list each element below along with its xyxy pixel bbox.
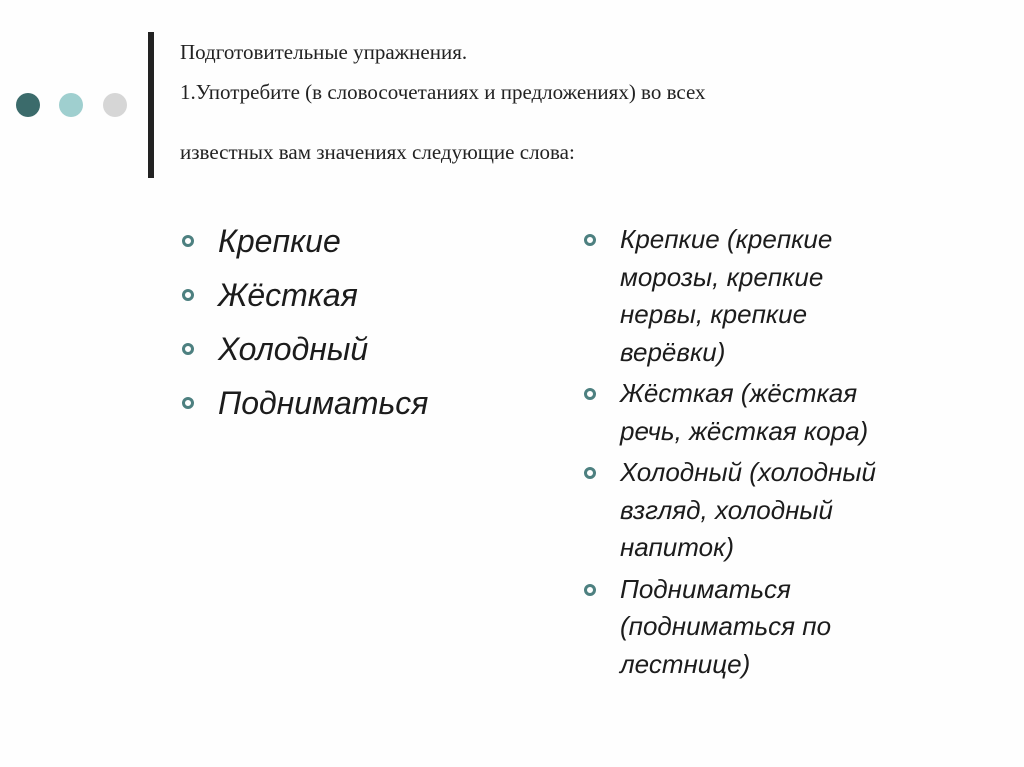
example-line: Жёсткая (жёсткая xyxy=(620,378,858,408)
example-line: нервы, крепкие xyxy=(620,299,808,329)
word-list xyxy=(182,220,428,436)
list-item xyxy=(584,571,964,684)
example-line: Подниматься xyxy=(620,573,791,604)
decorative-dot-light xyxy=(59,93,83,117)
word-text: Крепкие xyxy=(218,223,341,259)
bullet-icon xyxy=(182,343,194,355)
bullet-icon xyxy=(584,234,596,246)
example-line: напиток) xyxy=(620,532,735,562)
bullet-icon xyxy=(584,388,596,400)
word-text: Подниматься xyxy=(218,385,429,421)
example-list xyxy=(584,221,964,687)
bullet-icon xyxy=(182,397,194,409)
example-line: (подниматься по xyxy=(620,611,832,641)
example-line: верёвки) xyxy=(620,336,726,367)
list-item xyxy=(182,220,428,274)
list-item xyxy=(584,454,964,567)
list-item xyxy=(584,375,964,450)
title-line-3: известных вам значениях следующие слова: xyxy=(180,140,575,164)
bullet-icon xyxy=(584,584,596,596)
bullet-icon xyxy=(584,467,596,479)
example-line: взгляд, холодный xyxy=(620,494,833,525)
list-item xyxy=(182,274,428,328)
decorative-dot-dark xyxy=(16,93,40,117)
list-item xyxy=(182,328,428,382)
word-text: Жёсткая xyxy=(218,277,358,313)
bullet-icon xyxy=(182,289,194,301)
title-accent-bar xyxy=(148,32,154,178)
list-item xyxy=(584,221,964,371)
title-line-1: Подготовительные упражнения. xyxy=(180,40,468,64)
title-line-2: 1.Употребите (в словосочетаниях и предложениях) во всех xyxy=(180,80,706,104)
decorative-dot-grey xyxy=(103,93,127,117)
example-line: Крепкие (крепкие xyxy=(620,224,833,254)
example-line: Холодный (холодный xyxy=(620,457,876,487)
word-text: Холодный xyxy=(218,331,369,367)
bullet-icon xyxy=(182,235,194,247)
example-line: речь, жёсткая кора) xyxy=(620,415,869,446)
example-line: лестнице) xyxy=(620,648,751,679)
list-item xyxy=(182,382,428,436)
example-line: морозы, крепкие xyxy=(620,261,824,292)
